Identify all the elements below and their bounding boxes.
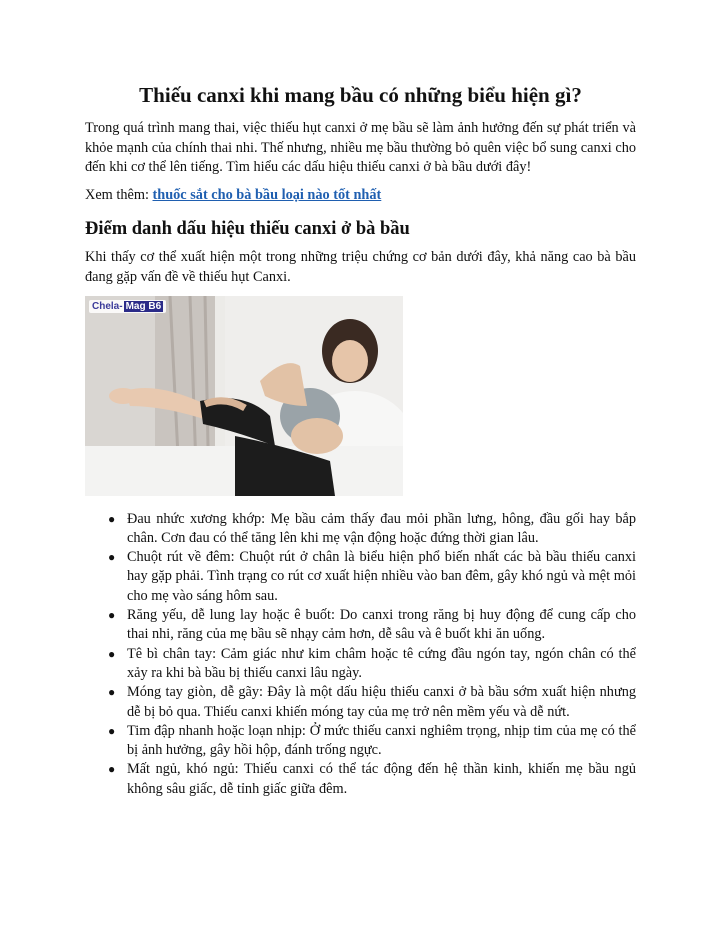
- list-item: [85, 722, 636, 761]
- list-item: [85, 606, 636, 645]
- see-also-link[interactable]: thuốc sắt cho bà bầu loại nào tốt nhất: [152, 186, 382, 203]
- intro-paragraph: Trong quá trình mang thai, việc thiếu hụt canxi ở mẹ bầu sẽ làm ảnh hưởng đến sự phát triển và khỏe mạnh của chính thai nhi. Thế nhưng, nhiều mẹ bầu thường bỏ quên việc bổ sung canxi cho đến khi cơ thể lên tiếng. Tìm hiểu các dấu hiệu thiếu canxi ở bà bầu dưới đây!: [85, 120, 636, 176]
- bullet-icon: ●: [108, 550, 116, 565]
- photo-illustration: [85, 296, 403, 496]
- symptom-text: Tim đập nhanh hoặc loạn nhịp: Ở mức thiếu canxi nghiêm trọng, nhịp tim của mẹ có thể bị ảnh hưởng, gây hồi hộp, đánh trống ngực.: [127, 722, 636, 759]
- symptom-text: Móng tay giòn, dễ gãy: Đây là một dấu hiệu thiếu canxi ở bà bầu sớm xuất hiện nhưng dễ bị bỏ qua. Thiếu canxi khiến móng tay của mẹ trở nên mềm yếu và dễ nứt.: [127, 684, 636, 720]
- brand-logo: [89, 300, 166, 313]
- symptom-text: Răng yếu, dễ lung lay hoặc ê buốt: Do canxi trong răng bị huy động để cung cấp cho thai nhi, răng của mẹ bầu sẽ nhạy cảm hơn, dễ sâu và ê buốt khi ăn uống.: [127, 607, 636, 643]
- article-title: Thiếu canxi khi mang bầu có những biểu hiện gì?: [139, 83, 582, 107]
- brand-logo-highlight: Mag B6: [125, 300, 162, 312]
- see-also-line: [85, 186, 636, 206]
- bullet-icon: ●: [108, 608, 116, 623]
- symptom-text: Đau nhức xương khớp: Mẹ bầu cảm thấy đau mỏi phần lưng, hông, đầu gối hay bắp chân. Cơn đau có thể tăng lên khi mẹ vận động hoặc đứng thời gian lâu.: [127, 510, 636, 546]
- symptom-text: Mất ngủ, khó ngủ: Thiếu canxi có thể tác động đến hệ thần kinh, khiến mẹ bầu ngủ không sâu giấc, dễ tỉnh giấc giữa đêm.: [127, 761, 636, 797]
- list-item: [85, 645, 636, 684]
- list-item: [85, 510, 636, 549]
- section-intro-paragraph: Khi thấy cơ thể xuất hiện một trong những triệu chứng cơ bản dưới đây, khả năng cao bà bầu đang gặp vấn đề về thiếu hụt Canxi.: [85, 249, 636, 285]
- bullet-icon: ●: [108, 723, 116, 738]
- brand-logo-text: Chela-: [92, 300, 123, 312]
- list-item: [85, 683, 636, 722]
- bullet-icon: ●: [108, 685, 116, 700]
- symptom-text: Chuột rút về đêm: Chuột rút ở chân là biểu hiện phổ biến nhất các bà bầu thiếu canxi hay gặp phải. Tình trạng co rút cơ xuất hiện nhiều vào ban đêm, gây khó ngủ và mệt mỏi cho mẹ vào sáng hôm sau.: [127, 549, 636, 604]
- section-heading: Điểm danh dấu hiệu thiếu canxi ở bà bầu: [85, 219, 410, 240]
- document-page: [85, 82, 636, 799]
- list-item: [85, 760, 636, 799]
- pregnant-woman-leg-cramp-photo: [85, 296, 403, 496]
- bullet-icon: ●: [108, 511, 116, 526]
- bullet-icon: ●: [108, 762, 116, 777]
- see-also-prefix: Xem thêm:: [85, 186, 153, 203]
- list-item: [85, 548, 636, 606]
- bullet-icon: ●: [108, 646, 116, 661]
- symptom-list: [85, 510, 636, 799]
- symptom-text: Tê bì chân tay: Cảm giác như kim châm hoặc tê cứng đầu ngón tay, ngón chân có thể xảy ra khi bà bầu bị thiếu canxi lâu ngày.: [127, 645, 636, 681]
